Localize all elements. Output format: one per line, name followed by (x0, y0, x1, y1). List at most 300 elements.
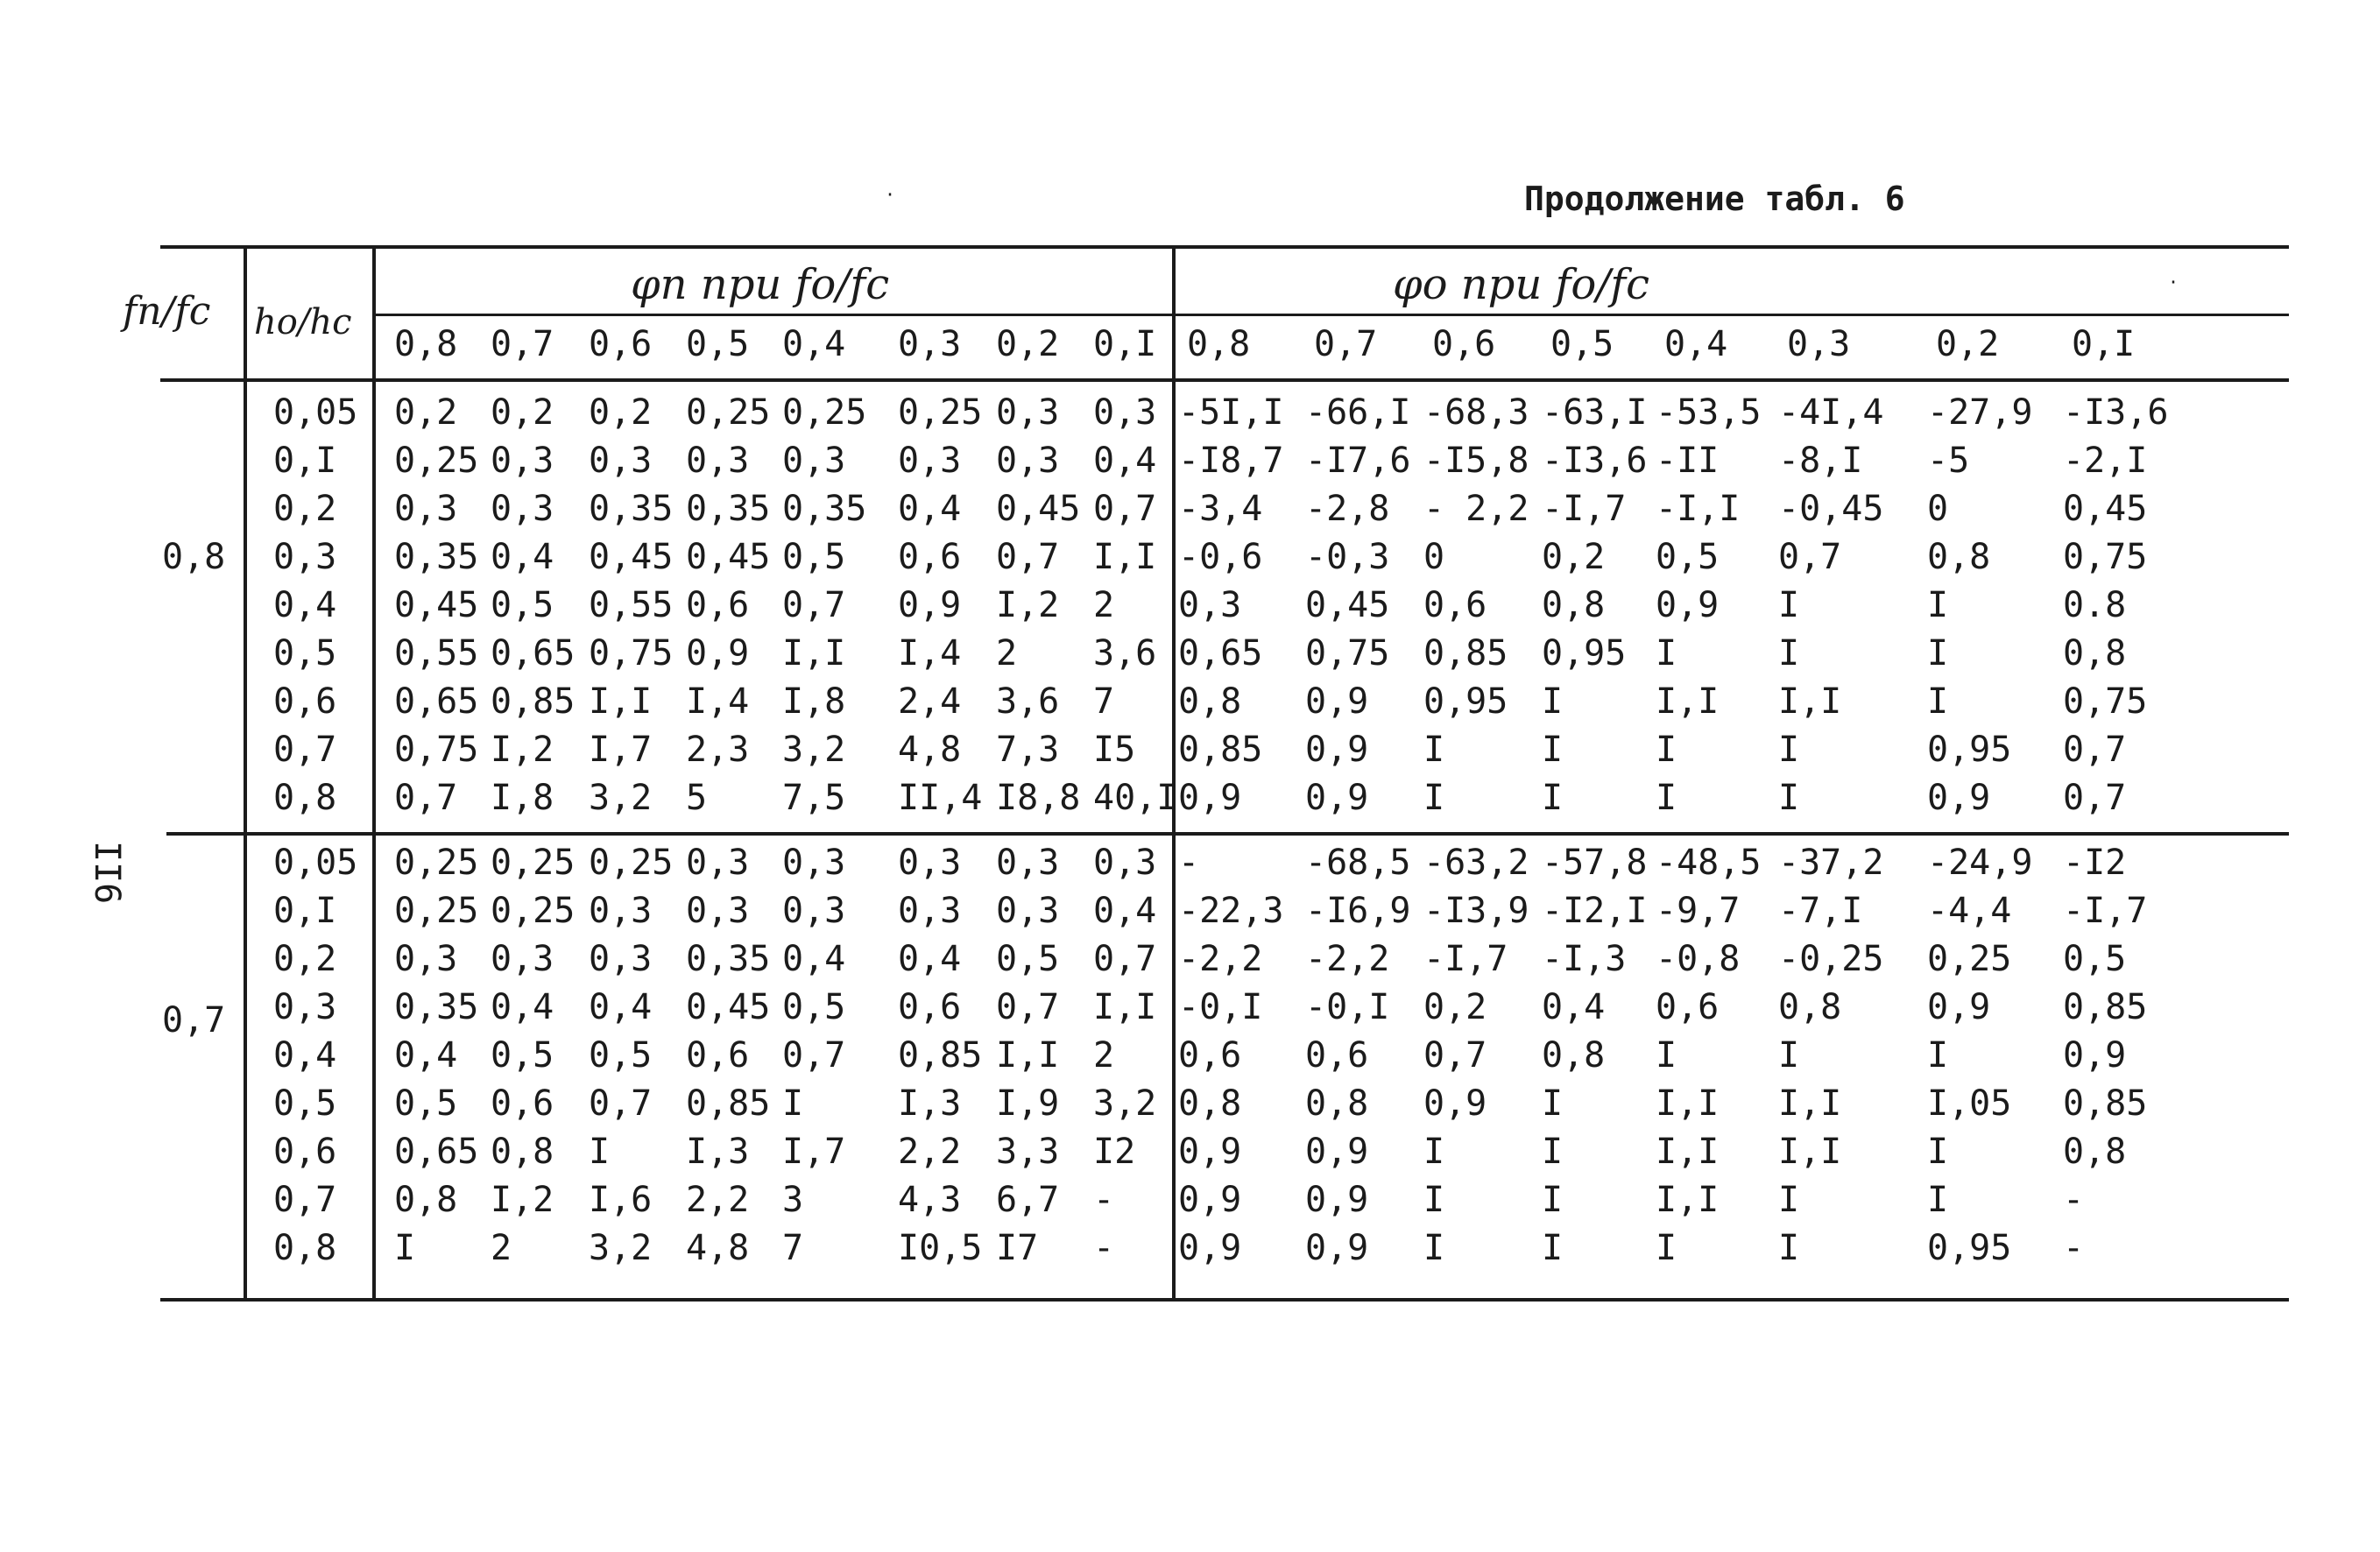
phi-p-cell: 0,6 (491, 1083, 554, 1124)
phi-p-cell: 0,2 (394, 392, 458, 433)
ho-hc-value: 0,8 (273, 778, 337, 818)
phi-o-cell: -I,3 (1542, 939, 1627, 979)
phi-o-cell: 0,8 (1178, 1083, 1242, 1124)
phi-o-cell: I (1927, 633, 1949, 674)
phi-p-cell: 0,35 (394, 537, 479, 577)
phi-p-cell: 0,3 (996, 843, 1060, 883)
phi-o-cell: 0,9 (1305, 681, 1369, 722)
phi-o-cell: 0,9 (1178, 1132, 1242, 1172)
ho-hc-value: 0,7 (273, 1180, 337, 1220)
phi-o-cell: I,I (1778, 681, 1842, 722)
phi-p-cell: 0,6 (898, 537, 962, 577)
phi-o-cell: 0,3 (1178, 585, 1242, 625)
phi-p-cell: I5 (1093, 730, 1136, 770)
phi-p-cell: 2 (1093, 1035, 1115, 1076)
phi-p-cell: 3,3 (996, 1132, 1060, 1172)
phi-o-cell: 0,9 (1305, 1228, 1369, 1268)
phi-o-cell: -37,2 (1778, 843, 1884, 883)
phi-p-cell: 0,6 (686, 1035, 750, 1076)
phi-o-cell: 0,8 (2063, 1132, 2127, 1172)
phi-p-cell: 0,75 (589, 633, 674, 674)
phi-p-cell: 0,7 (782, 1035, 846, 1076)
phi-o-cell: - (1178, 843, 1200, 883)
phi-o-cell: -68,5 (1305, 843, 1411, 883)
ho-hc-value: 0,5 (273, 1083, 337, 1124)
phi-p-cell: 0,25 (394, 843, 479, 883)
phi-o-cell: 0,2 (1423, 987, 1487, 1027)
phi-p-cell: 0,35 (782, 489, 867, 529)
phi-p-cell: 0,3 (898, 891, 962, 931)
phi-o-cell: 0,8 (1542, 585, 1606, 625)
phi-o-cell: -53,5 (1656, 392, 1762, 433)
phi-o-cell: 0,9 (1178, 778, 1242, 818)
phi-o-cell: -I,7 (1423, 939, 1508, 979)
phi-p-cell: 0,3 (1093, 392, 1157, 433)
phi-o-cell: I (1656, 730, 1677, 770)
phi-p-cell: I,2 (996, 585, 1060, 625)
phi-o-cell: 0,2 (1542, 537, 1606, 577)
phi-p-cell: 0,85 (491, 681, 576, 722)
phi-p-cell: 0,5 (394, 1083, 458, 1124)
phi-p-cell: I,I (1093, 987, 1157, 1027)
phi-o-cell: 0,9 (1178, 1228, 1242, 1268)
scan-dot: · (2168, 272, 2179, 293)
phi-p-cell: II,4 (898, 778, 983, 818)
phi-o-cell: -I3,9 (1423, 891, 1529, 931)
phi-p-cell: 0,4 (491, 537, 554, 577)
phi-p-cell: I (782, 1083, 804, 1124)
phi-o-cell: - (2063, 1180, 2085, 1220)
phi-o-cell: 0,85 (2063, 987, 2148, 1027)
phi-p-cell: 0,35 (686, 939, 771, 979)
phi-o-cell: I,I (1656, 681, 1720, 722)
phi-o-cell: 0,7 (2063, 778, 2127, 818)
phi-p-cell: 0,7 (589, 1083, 653, 1124)
phi-p-cell: 0,85 (686, 1083, 771, 1124)
phi-p-cell: 0,7 (1093, 939, 1157, 979)
phi-p-cell: 0,45 (996, 489, 1081, 529)
phi-o-cell: I (1656, 1228, 1677, 1268)
header-phi-p-group: φп при fo/fc (631, 260, 890, 309)
phi-p-cell: I,4 (898, 633, 962, 674)
phi-p-cell: 0,3 (491, 441, 554, 481)
phi-o-cell: - (2063, 1228, 2085, 1268)
group-label-fp: 0,7 (162, 1000, 226, 1041)
phi-o-cell: I,I (1778, 1132, 1842, 1172)
phi-p-cell: I,7 (589, 730, 653, 770)
phi-o-ratio-label: 0,3 (1787, 324, 1851, 364)
phi-p-ratio-label: 0,4 (782, 324, 846, 364)
phi-p-cell: 4,3 (898, 1180, 962, 1220)
col2-divider (372, 247, 376, 1300)
phi-p-cell: 0,8 (491, 1132, 554, 1172)
table-caption: Продолжение табл. 6 (1524, 180, 1905, 218)
phi-p-cell: 0,4 (898, 489, 962, 529)
ho-hc-value: 0,2 (273, 489, 337, 529)
phi-o-cell: 0,45 (2063, 489, 2148, 529)
phi-o-cell: - 2,2 (1423, 489, 1529, 529)
phi-p-cell: 0,25 (491, 891, 576, 931)
phi-p-cell: 0,25 (898, 392, 983, 433)
phi-p-cell: 0,7 (1093, 489, 1157, 529)
phi-p-cell: 7,5 (782, 778, 846, 818)
phi-o-cell: 0,95 (1927, 1228, 2012, 1268)
phi-p-cell: 0,3 (589, 891, 653, 931)
phi-o-ratio-label: 0,4 (1664, 324, 1728, 364)
phi-o-cell: 0,7 (2063, 730, 2127, 770)
phi-o-cell: -63,2 (1423, 843, 1529, 883)
phi-p-cell: 0,4 (589, 987, 653, 1027)
phi-p-cell: 0,35 (686, 489, 771, 529)
phi-o-cell: 0,8 (1927, 537, 1991, 577)
phi-o-cell: -2,8 (1305, 489, 1390, 529)
phi-o-cell: I,I (1778, 1083, 1842, 1124)
phi-o-cell: I (1778, 730, 1800, 770)
phi-o-cell: -0,3 (1305, 537, 1390, 577)
phi-o-cell: -I7,6 (1305, 441, 1411, 481)
phi-p-cell: I,9 (996, 1083, 1060, 1124)
phi-o-cell: I (1778, 585, 1800, 625)
phi-o-cell: I (1927, 681, 1949, 722)
phi-o-cell: -68,3 (1423, 392, 1529, 433)
phi-p-cell: 0,4 (1093, 891, 1157, 931)
phi-p-cell: 5 (686, 778, 708, 818)
phi-o-cell: -57,8 (1542, 843, 1648, 883)
phi-p-cell: 0,35 (589, 489, 674, 529)
phi-o-cell: 0,85 (1423, 633, 1508, 674)
ho-hc-value: 0,6 (273, 1132, 337, 1172)
phi-o-cell: 0,7 (1778, 537, 1842, 577)
phi-o-cell: -0,45 (1778, 489, 1884, 529)
phi-p-cell: 2,4 (898, 681, 962, 722)
phi-o-cell: -63,I (1542, 392, 1648, 433)
phi-o-cell: I (1656, 633, 1677, 674)
phi-p-cell: 0,9 (898, 585, 962, 625)
phi-o-cell: -I6,9 (1305, 891, 1411, 931)
phi-o-cell: -0,8 (1656, 939, 1741, 979)
phi-p-cell: 0,65 (394, 1132, 479, 1172)
phi-o-cell: -0,6 (1178, 537, 1263, 577)
phi-p-cell: 0,3 (589, 441, 653, 481)
phi-o-ratio-label: 0,6 (1432, 324, 1496, 364)
phi-o-cell: I,I (1656, 1083, 1720, 1124)
phi-p-cell: 0,3 (996, 392, 1060, 433)
phi-o-cell: I (1423, 1228, 1445, 1268)
phi-o-cell: I (1542, 730, 1564, 770)
header-bottom-rule (160, 378, 2289, 382)
phi-p-cell: 0,4 (1093, 441, 1157, 481)
phi-p-cell: 0,7 (996, 537, 1060, 577)
phi-p-cell: I7 (996, 1228, 1039, 1268)
ho-hc-value: 0,3 (273, 987, 337, 1027)
phi-o-cell: -5I,I (1178, 392, 1284, 433)
phi-o-cell: 0,6 (1305, 1035, 1369, 1076)
phi-o-cell: -I3,6 (2063, 392, 2169, 433)
phi-o-cell: I (1656, 778, 1677, 818)
phi-p-cell: 0,25 (394, 891, 479, 931)
phi-o-cell: I (1927, 1132, 1949, 1172)
phi-p-cell: 7 (1093, 681, 1115, 722)
phi-o-cell: 0,9 (1305, 1132, 1369, 1172)
phi-p-cell: I,I (782, 633, 846, 674)
phi-p-cell: 0,55 (394, 633, 479, 674)
phi-p-cell: 0,5 (491, 585, 554, 625)
ho-hc-value: 0,05 (273, 392, 358, 433)
table-bottom-rule (160, 1298, 2289, 1302)
phi-p-cell: 0,25 (686, 392, 771, 433)
phi-o-cell: -3,4 (1178, 489, 1263, 529)
phi-p-cell: 0,9 (686, 633, 750, 674)
phi-p-cell: 0,3 (898, 843, 962, 883)
phi-o-cell: I (1927, 1180, 1949, 1220)
phi-p-cell: I2 (1093, 1132, 1136, 1172)
phi-p-cell: 0,3 (898, 441, 962, 481)
phi-o-cell: 0,9 (1178, 1180, 1242, 1220)
phi-o-cell: 0,6 (1423, 585, 1487, 625)
phi-p-cell: 0,6 (898, 987, 962, 1027)
phi-o-cell: -4,4 (1927, 891, 2012, 931)
phi-o-cell: -66,I (1305, 392, 1411, 433)
phi-p-cell: I,7 (782, 1132, 846, 1172)
phi-o-cell: 0,75 (2063, 537, 2148, 577)
phi-o-cell: -I2,I (1542, 891, 1648, 931)
phi-p-cell: 6,7 (996, 1180, 1060, 1220)
phi-o-cell: I (1778, 633, 1800, 674)
phi-o-cell: 0,9 (1305, 1180, 1369, 1220)
phi-p-cell: I,8 (782, 681, 846, 722)
phi-o-cell: 0,9 (1927, 778, 1991, 818)
phi-o-cell: -9,7 (1656, 891, 1741, 931)
phi-p-cell: 0,5 (491, 1035, 554, 1076)
phi-o-cell: 0.8 (2063, 585, 2127, 625)
phi-p-cell: 2 (996, 633, 1018, 674)
ho-hc-value: 0,6 (273, 681, 337, 722)
phi-p-cell: 2,2 (898, 1132, 962, 1172)
phi-p-cell: - (1093, 1228, 1115, 1268)
phi-o-cell: -I,7 (2063, 891, 2148, 931)
phi-p-cell: 0,25 (394, 441, 479, 481)
phi-p-cell: 0,25 (782, 392, 867, 433)
phi-p-cell: 0,7 (394, 778, 458, 818)
phi-p-cell: 0,7 (782, 585, 846, 625)
ho-hc-value: 0,5 (273, 633, 337, 674)
phi-p-cell: 40,I (1093, 778, 1178, 818)
phi-o-cell: I (1542, 681, 1564, 722)
phi-o-ratio-label: 0,2 (1936, 324, 2000, 364)
phi-p-cell: 0,4 (394, 1035, 458, 1076)
phi-p-cell: 0,6 (686, 585, 750, 625)
phi-o-cell: -22,3 (1178, 891, 1284, 931)
phi-o-cell: 0,9 (1927, 987, 1991, 1027)
phi-p-cell: I,3 (686, 1132, 750, 1172)
phi-o-cell: -I3,6 (1542, 441, 1648, 481)
phi-p-ratio-label: 0,6 (589, 324, 653, 364)
phi-p-cell: 0,65 (491, 633, 576, 674)
ho-hc-value: 0,4 (273, 585, 337, 625)
phi-o-cell: I (1656, 1035, 1677, 1076)
phi-o-cell: 0,9 (1656, 585, 1720, 625)
subheader-rule (372, 314, 2289, 316)
col1-divider (244, 247, 247, 1300)
phi-p-cell: 0,45 (686, 537, 771, 577)
phi-o-ratio-label: 0,5 (1550, 324, 1614, 364)
phi-p-cell: 0,3 (996, 891, 1060, 931)
ho-hc-value: 0,3 (273, 537, 337, 577)
phi-o-cell: -0,25 (1778, 939, 1884, 979)
phi-o-cell: I,I (1656, 1180, 1720, 1220)
phi-p-cell: I,8 (491, 778, 554, 818)
phi-p-cell: 0,75 (394, 730, 479, 770)
phi-o-cell: 0,25 (1927, 939, 2012, 979)
phi-p-cell: 0,2 (589, 392, 653, 433)
phi-o-cell: -2,I (2063, 441, 2148, 481)
phi-o-cell: I (1542, 1228, 1564, 1268)
phi-p-cell: 0,55 (589, 585, 674, 625)
phi-p-cell: 3,6 (996, 681, 1060, 722)
phi-o-cell: -I,I (1656, 489, 1741, 529)
phi-o-cell: 0,5 (1656, 537, 1720, 577)
phi-p-ratio-label: 0,8 (394, 324, 458, 364)
phi-p-cell: 0,5 (996, 939, 1060, 979)
phi-o-cell: I (1542, 1083, 1564, 1124)
phi-p-cell: 3,2 (1093, 1083, 1157, 1124)
phi-p-cell: 2,3 (686, 730, 750, 770)
phi-o-ratio-label: 0,7 (1314, 324, 1378, 364)
phi-p-cell: 2 (491, 1228, 512, 1268)
phi-p-cell: 0,8 (394, 1180, 458, 1220)
phi-p-cell: 3,2 (589, 1228, 653, 1268)
phi-o-cell: -I2 (2063, 843, 2127, 883)
phi-p-cell: 3,2 (782, 730, 846, 770)
phi-p-cell: I,I (589, 681, 653, 722)
phi-p-cell: 4,8 (898, 730, 962, 770)
phi-o-cell: 0,9 (1305, 730, 1369, 770)
phi-p-cell: 7,3 (996, 730, 1060, 770)
phi-p-cell: 0,25 (491, 843, 576, 883)
header-phi-o-group: φo при fo/fc (1393, 260, 1650, 309)
phi-o-cell: 0 (1423, 537, 1445, 577)
phi-o-cell: 0,9 (1423, 1083, 1487, 1124)
phi-o-cell: 0,8 (2063, 633, 2127, 674)
phi-p-cell: 0,3 (686, 441, 750, 481)
phi-o-cell: I (1927, 1035, 1949, 1076)
phi-o-ratio-label: 0,I (2072, 324, 2136, 364)
table-top-rule (160, 245, 2289, 249)
phi-p-cell: 3 (782, 1180, 804, 1220)
phi-o-cell: 0,5 (2063, 939, 2127, 979)
phi-o-cell: I (1778, 1035, 1800, 1076)
phi-o-cell: 0,85 (2063, 1083, 2148, 1124)
phi-p-cell: I,6 (589, 1180, 653, 1220)
phi-o-cell: -2,2 (1305, 939, 1390, 979)
phi-o-cell: I (1423, 1180, 1445, 1220)
phi-o-cell: -I5,8 (1423, 441, 1529, 481)
phi-o-cell: -II (1656, 441, 1720, 481)
phi-p-cell: 0,3 (491, 489, 554, 529)
phi-p-cell: 0,3 (394, 489, 458, 529)
phi-o-cell: -0,I (1305, 987, 1390, 1027)
block-separator-rule (166, 832, 2289, 836)
phi-o-cell: -7,I (1778, 891, 1863, 931)
ho-hc-value: 0,I (273, 441, 337, 481)
phi-o-cell: 0,85 (1178, 730, 1263, 770)
phi-p-cell: I0,5 (898, 1228, 983, 1268)
phi-o-cell: 0,8 (1305, 1083, 1369, 1124)
phi-p-cell: 0,3 (1093, 843, 1157, 883)
phi-p-cell: 2,2 (686, 1180, 750, 1220)
phi-p-cell: 0,4 (782, 939, 846, 979)
phi-p-cell: 0,4 (898, 939, 962, 979)
phi-p-cell: 0,25 (589, 843, 674, 883)
phi-p-cell: I (394, 1228, 416, 1268)
phi-p-cell: 0,5 (589, 1035, 653, 1076)
phi-p-cell: I,2 (491, 1180, 554, 1220)
phi-o-cell: 0,75 (1305, 633, 1390, 674)
phi-o-cell: 0,6 (1178, 1035, 1242, 1076)
phi-p-cell: 0,4 (491, 987, 554, 1027)
phi-o-cell: 0,9 (2063, 1035, 2127, 1076)
phi-o-cell: 0,8 (1542, 1035, 1606, 1076)
phi-p-cell: 0,5 (782, 537, 846, 577)
phi-o-cell: -I8,7 (1178, 441, 1284, 481)
phi-p-cell: 0,5 (782, 987, 846, 1027)
phi-p-cell: I,I (996, 1035, 1060, 1076)
ho-hc-value: 0,I (273, 891, 337, 931)
phi-p-cell: 2 (1093, 585, 1115, 625)
phi-p-ratio-label: 0,I (1093, 324, 1157, 364)
phi-p-cell: I,3 (898, 1083, 962, 1124)
phi-o-cell: 0,4 (1542, 987, 1606, 1027)
phi-o-cell: I (1542, 1180, 1564, 1220)
phi-o-cell: -0,I (1178, 987, 1263, 1027)
phi-o-cell: -8,I (1778, 441, 1863, 481)
phi-o-cell: 0,9 (1305, 778, 1369, 818)
ho-hc-value: 0,05 (273, 843, 358, 883)
phi-p-cell: 0,85 (898, 1035, 983, 1076)
phi-o-cell: I (1423, 1132, 1445, 1172)
group-divider (1172, 247, 1176, 1300)
phi-p-cell: 0,3 (782, 891, 846, 931)
phi-p-cell: 3,6 (1093, 633, 1157, 674)
phi-p-cell: 0,3 (491, 939, 554, 979)
phi-o-cell: 0,95 (1423, 681, 1508, 722)
phi-p-cell: I,4 (686, 681, 750, 722)
ho-hc-value: 0,8 (273, 1228, 337, 1268)
page-number: II6 (87, 841, 127, 905)
phi-o-cell: I (1778, 1228, 1800, 1268)
phi-p-cell: 0,3 (686, 891, 750, 931)
phi-o-cell: -24,9 (1927, 843, 2033, 883)
phi-o-cell: 0,8 (1178, 681, 1242, 722)
phi-p-cell: I,I (1093, 537, 1157, 577)
phi-p-cell: 7 (782, 1228, 804, 1268)
phi-p-cell: 0,65 (394, 681, 479, 722)
phi-o-cell: I (1778, 778, 1800, 818)
phi-p-cell: - (1093, 1180, 1115, 1220)
phi-p-cell: I,2 (491, 730, 554, 770)
phi-p-cell: 0,3 (782, 843, 846, 883)
phi-o-cell: 0,95 (1927, 730, 2012, 770)
scan-dot: · (885, 184, 896, 205)
phi-o-cell: -27,9 (1927, 392, 2033, 433)
phi-p-ratio-label: 0,7 (491, 324, 554, 364)
group-label-fp: 0,8 (162, 537, 226, 577)
header-ho-hc: ho/hc (254, 302, 352, 342)
phi-o-cell: -2,2 (1178, 939, 1263, 979)
ho-hc-value: 0,2 (273, 939, 337, 979)
phi-p-cell: 0,45 (686, 987, 771, 1027)
phi-o-cell: 0,8 (1778, 987, 1842, 1027)
